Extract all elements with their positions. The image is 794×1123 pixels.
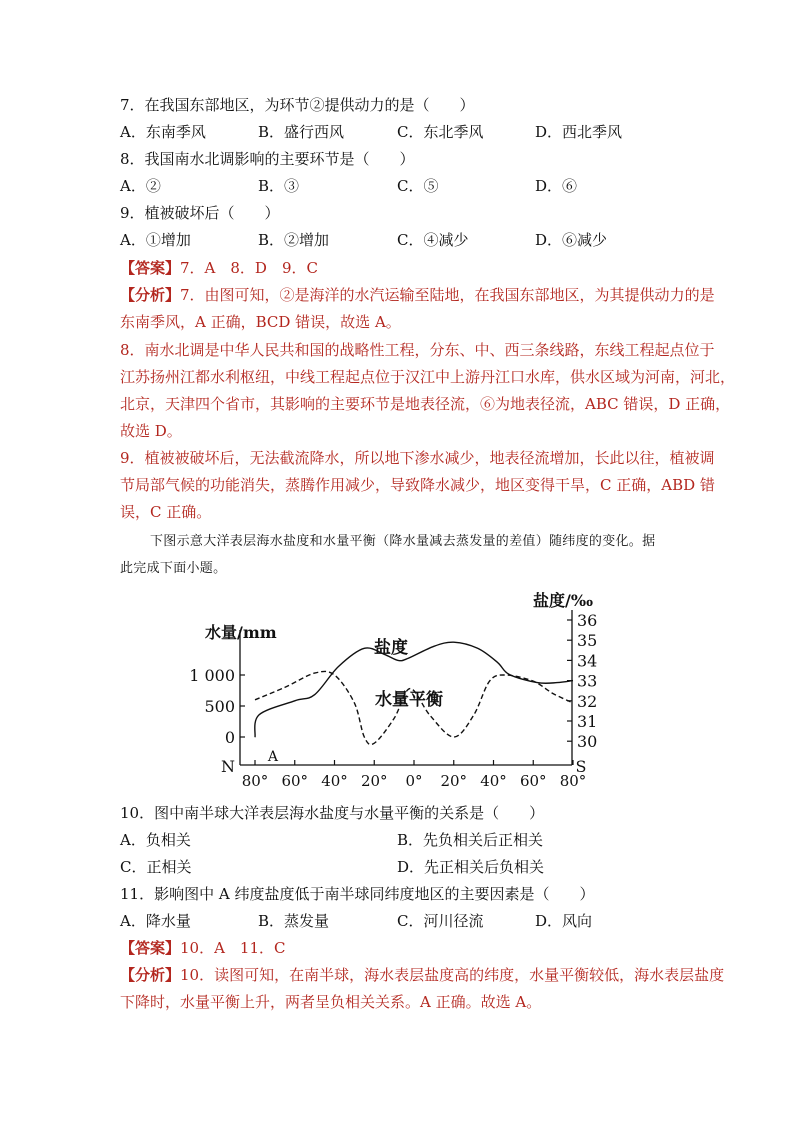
analysis-line-9: 误，C 正确。 xyxy=(120,503,212,521)
analysis2-line-2: 下降时，水量平衡上升，两者呈负相关关系。A 正确。故选 A。 xyxy=(120,993,542,1011)
right-tick-label: 36 xyxy=(577,611,598,630)
q8-option-a: A．② xyxy=(120,177,161,195)
figure-intro-line-1: 下图示意大洋表层海水盐度和水量平衡（降水量减去蒸发量的差值）随纬度的变化。据 xyxy=(150,534,656,549)
analysis-tag: 【分析】 xyxy=(120,286,181,304)
right-tick-label: 34 xyxy=(577,651,598,671)
answer-text: 7．A 8．D 9．C xyxy=(180,259,318,277)
right-tick-label: 35 xyxy=(577,631,598,651)
q11-option-d: D．风向 xyxy=(535,912,593,930)
analysis-text: 7．由图可知，②是海洋的水汽运输至陆地，在我国东部地区，为其提供动力的是 xyxy=(180,286,715,304)
q10-option-a: A．负相关 xyxy=(120,831,191,849)
left-tick-label: 0 xyxy=(224,728,235,747)
answer-tag: 【答案】 xyxy=(120,259,181,277)
q10-option-c: C．正相关 xyxy=(120,858,192,876)
q9-option-c: C．④减少 xyxy=(397,231,469,249)
answer-tag-2: 【答案】 xyxy=(120,939,181,957)
q10-option-b: B．先负相关后正相关 xyxy=(397,831,544,849)
salinity-series-label: 盐度 xyxy=(374,638,408,658)
x-tick-label: 0° xyxy=(405,772,423,790)
q11-options xyxy=(120,911,680,931)
x-tick-label: 60° xyxy=(281,772,309,790)
marker-a-label: A xyxy=(267,749,278,765)
water-balance-series-label: 水量平衡 xyxy=(375,690,443,710)
q11-stem: 11．影响图中 A 纬度盐度低于南半球同纬度地区的主要因素是（ ） xyxy=(120,885,595,903)
q9-options xyxy=(120,230,680,250)
analysis-line-6: 故选 D。 xyxy=(120,422,182,440)
x-tick-label: 20° xyxy=(360,772,388,790)
answer-text-2: 10．A 11．C xyxy=(180,939,286,957)
analysis-line-3: 8．南水北调是中华人民共和国的战略性工程，分东、中、西三条线路，东线工程起点位于 xyxy=(120,341,715,359)
q10-options-2 xyxy=(120,857,680,877)
right-tick-label: 32 xyxy=(577,691,598,711)
q8-option-d: D．⑥ xyxy=(535,177,578,195)
q10-option-d: D．先正相关后负相关 xyxy=(397,858,545,876)
salinity-water-balance-chart xyxy=(0,585,794,795)
x-tick-label: 40° xyxy=(321,772,348,790)
q9-option-a: A．①增加 xyxy=(120,231,191,249)
analysis-line-4: 江苏扬州江都水利枢纽，中线工程起点位于汉江中上游丹江口水库，供水区域为河南，河北， xyxy=(120,368,736,386)
q9-option-d: D．⑥减少 xyxy=(535,231,608,249)
x-tick-label: 40° xyxy=(480,772,507,790)
q9-option-b: B．②增加 xyxy=(258,231,330,249)
q7-option-c: C．东北季风 xyxy=(397,123,484,141)
answer-block-2 xyxy=(120,938,286,958)
right-axis-label: 盐度/‰ xyxy=(533,591,594,610)
q11-option-c: C．河川径流 xyxy=(397,912,484,930)
x-tick-label: 80° xyxy=(241,772,269,790)
analysis-tag-2: 【分析】 xyxy=(120,966,181,984)
analysis-line-2: 东南季风，A 正确，BCD 错误，故选 A。 xyxy=(120,313,401,331)
q11-option-a: A．降水量 xyxy=(120,912,191,930)
analysis-line-8: 节局部气候的功能消失，蒸腾作用减少，导致降水减少，地区变得干旱，C 正确，ABD 错 xyxy=(120,476,715,494)
x-tick-label: 80° xyxy=(559,772,587,790)
x-tick-label: 20° xyxy=(440,772,468,790)
left-axis-label: 水量/mm xyxy=(205,623,277,642)
q10-stem: 10．图中南半球大洋表层海水盐度与水量平衡的关系是（ ） xyxy=(120,804,545,822)
analysis2-line-1 xyxy=(120,965,724,985)
q9-stem: 9．植被破坏后（ ） xyxy=(120,204,280,222)
q11-option-b: B．蒸发量 xyxy=(258,912,330,930)
q10-options xyxy=(120,830,680,850)
q8-option-b: B．③ xyxy=(258,177,300,195)
analysis-line-5: 北京，天津四个省市，其影响的主要环节是地表径流，⑥为地表径流，ABC 错误，D 正确， xyxy=(120,395,731,413)
right-tick-label: 31 xyxy=(577,712,598,731)
analysis-line-1 xyxy=(120,285,715,305)
x-tick-label: 60° xyxy=(519,772,547,790)
answer-block-1 xyxy=(120,258,318,278)
q7-option-a: A．东南季风 xyxy=(120,123,206,141)
q8-option-c: C．⑤ xyxy=(397,177,439,195)
x-axis-north-label: N xyxy=(221,757,235,776)
q8-options xyxy=(120,176,680,196)
q7-stem: 7．在我国东部地区，为环节②提供动力的是（ ） xyxy=(120,96,475,114)
analysis2-text: 10．读图可知，在南半球，海水表层盐度高的纬度，水量平衡较低，海水表层盐度 xyxy=(180,966,725,984)
q7-option-d: D．西北季风 xyxy=(535,123,623,141)
figure-intro-line-2: 此完成下面小题。 xyxy=(120,561,227,576)
q8-stem: 8．我国南水北调影响的主要环节是（ ） xyxy=(120,150,415,168)
left-tick-label: 1 000 xyxy=(189,666,235,685)
q7-option-b: B．盛行西风 xyxy=(258,123,345,141)
q7-options xyxy=(120,122,680,142)
analysis-line-7: 9．植被被破坏后，无法截流降水，所以地下渗水减少，地表径流增加，长此以往，植被调 xyxy=(120,449,715,467)
right-tick-label: 33 xyxy=(577,671,598,691)
x-axis-south-label: S xyxy=(575,757,587,776)
left-tick-label: 500 xyxy=(204,697,235,716)
right-tick-label: 30 xyxy=(577,732,598,752)
